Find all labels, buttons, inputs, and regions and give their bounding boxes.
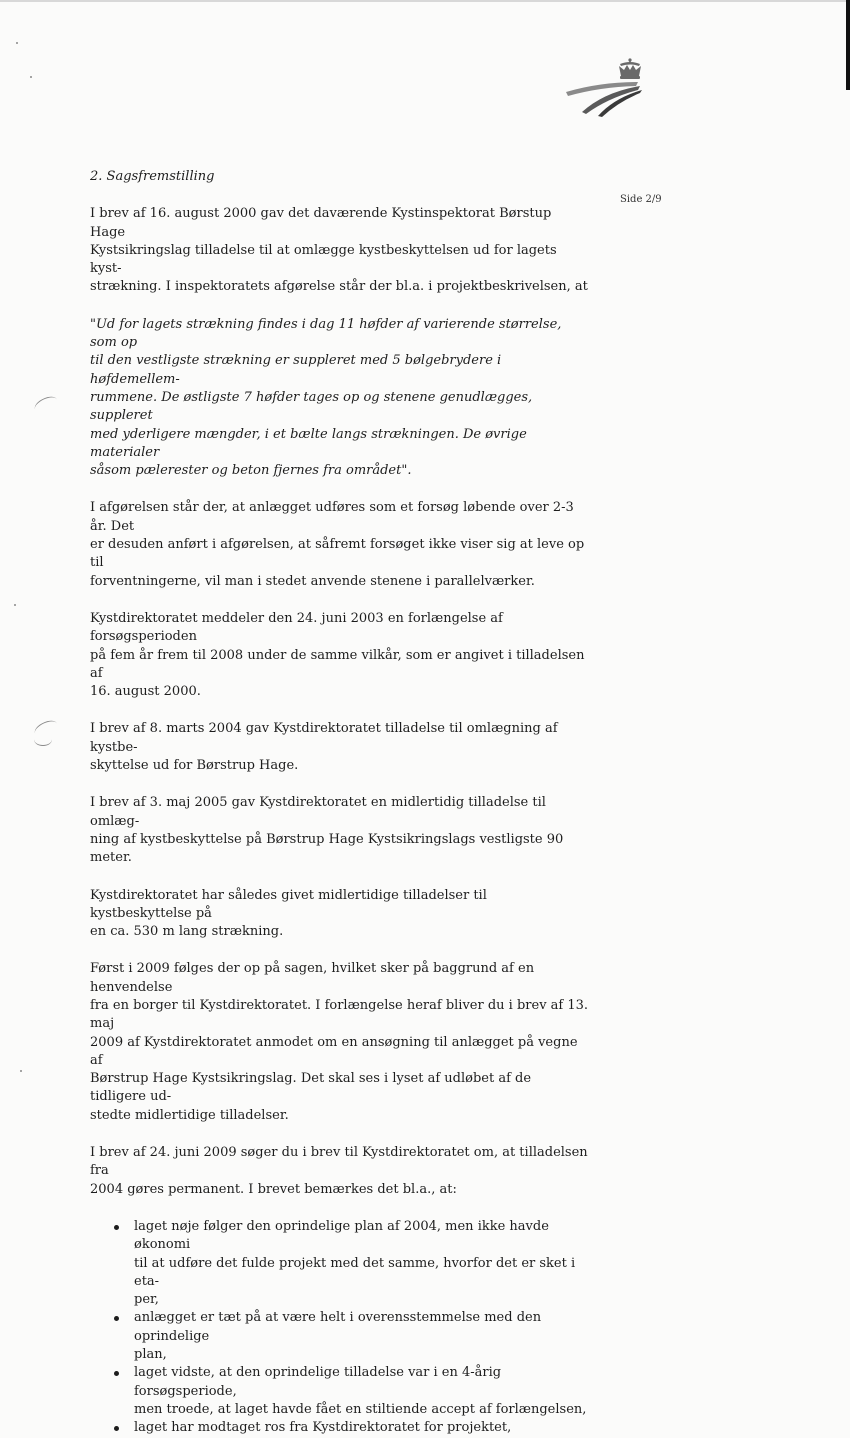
- bullet-icon: [114, 1316, 119, 1321]
- list-item: [134, 1218, 590, 1309]
- paragraph: Kystdirektoratet har således givet midlertidige tilladelser til kystbeskyttelse på en ca. 530 m lang strækning.: [90, 887, 487, 940]
- scan-speck: [16, 42, 18, 44]
- list-item-text: anlægget er tæt på at være helt i overensstemmelse med den oprindelige plan,: [134, 1310, 542, 1363]
- list-item: [134, 1309, 590, 1364]
- scan-speck: [14, 604, 16, 606]
- scan-edge-right: [846, 0, 850, 90]
- scan-speck: [30, 76, 32, 78]
- paragraph-intro: I brev af 16. august 2000 gav det daværende Kystinspektorat Børstup Hage Kystsikringslag tilladelse til at omlægge kystbeskyttelsen ud for lagets kyst- strækning. I inspektoratets afgørelse står der bl.a. i projektbeskrivelsen, at: [90, 206, 588, 295]
- list-item-text: laget vidste, at den oprindelige tilladelse var i en 4-årig forsøgsperiode, men troede, at laget havde fået en stiltiende accept af forlængelsen,: [134, 1365, 587, 1417]
- paragraph: I brev af 3. maj 2005 gav Kystdirektoratet en midlertidig tilladelse til omlæg- ning af kystbeskyttelse på Børstrup Hage Kystsikringslags vestligste 90 meter.: [90, 795, 564, 866]
- section-heading: 2. Sagsfremstilling: [90, 169, 215, 184]
- bullet-icon: [114, 1225, 119, 1230]
- bullet-icon: [114, 1426, 119, 1431]
- bullet-icon: [114, 1371, 119, 1376]
- crown-logo-icon: [560, 56, 650, 118]
- bullet-list: [90, 1218, 590, 1438]
- scan-speck: [20, 1070, 22, 1072]
- paragraph: I brev af 8. marts 2004 gav Kystdirektoratet tilladelse til omlægning af kystbe- skyttelse ud for Børstrup Hage.: [90, 721, 558, 774]
- letter-body: [90, 168, 590, 1438]
- list-item-text: laget har modtaget ros fra Kystdirektoratet for projektet,: [134, 1420, 512, 1436]
- list-item-text: laget nøje følger den oprindelige plan af 2004, men ikke havde økonomi til at udføre det fulde projekt med det samme, hvorfor det er sket i eta- per,: [134, 1218, 576, 1308]
- paragraph: Først i 2009 følges der op på sagen, hvilket sker på baggrund af en henvendelse fra en borger til Kystdirektoratet. I forlængelse heraf bliver du i brev af 13. maj 2009 af Kystdirektoratet anmodet om en ansøgning til anlægget på vegne af Børstrup Hage Kystsikringslag. Det skal ses i lyset af udløbet af de tidligere ud- stedte midlertidige tilladelser.: [90, 961, 589, 1123]
- list-item: [134, 1364, 590, 1419]
- paragraph: I afgørelsen står der, at anlægget udføres som et forsøg løbende over 2-3 år. Det er desuden anført i afgørelsen, at såfremt forsøget ikke viser sig at leve op til forventningerne, vil man i stedet anvende stenene i parallelværker.: [90, 500, 585, 589]
- page-number: Side 2/9: [620, 194, 662, 205]
- hole-punch-mark: [34, 733, 52, 746]
- hole-punch-mark: [32, 394, 59, 416]
- list-item: [134, 1419, 590, 1437]
- scan-edge-top: [0, 0, 850, 2]
- paragraph: Kystdirektoratet meddeler den 24. juni 2003 en forlængelse af forsøgsperioden på fem år frem til 2008 under de samme vilkår, som er angivet i tilladelsen af 16. august 2000.: [90, 610, 585, 700]
- paragraph: I brev af 24. juni 2009 søger du i brev til Kystdirektoratet om, at tilladelsen fra 2004 gøres permanent. I brevet bemærkes det bl.a., at:: [90, 1145, 588, 1197]
- paragraph-quote: "Ud for lagets strækning findes i dag 11 høfder af varierende størrelse, som op til den vestligste strækning er suppleret med 5 bølgebrydere i høfdemellem- rummene. De østligste 7 høfder tages op og stenene genudlægges, suppleret med yderligere mængder, i et bælte langs strækningen. De øvrige materialer såsom pælerester og beton fjernes fra området".: [90, 316, 562, 479]
